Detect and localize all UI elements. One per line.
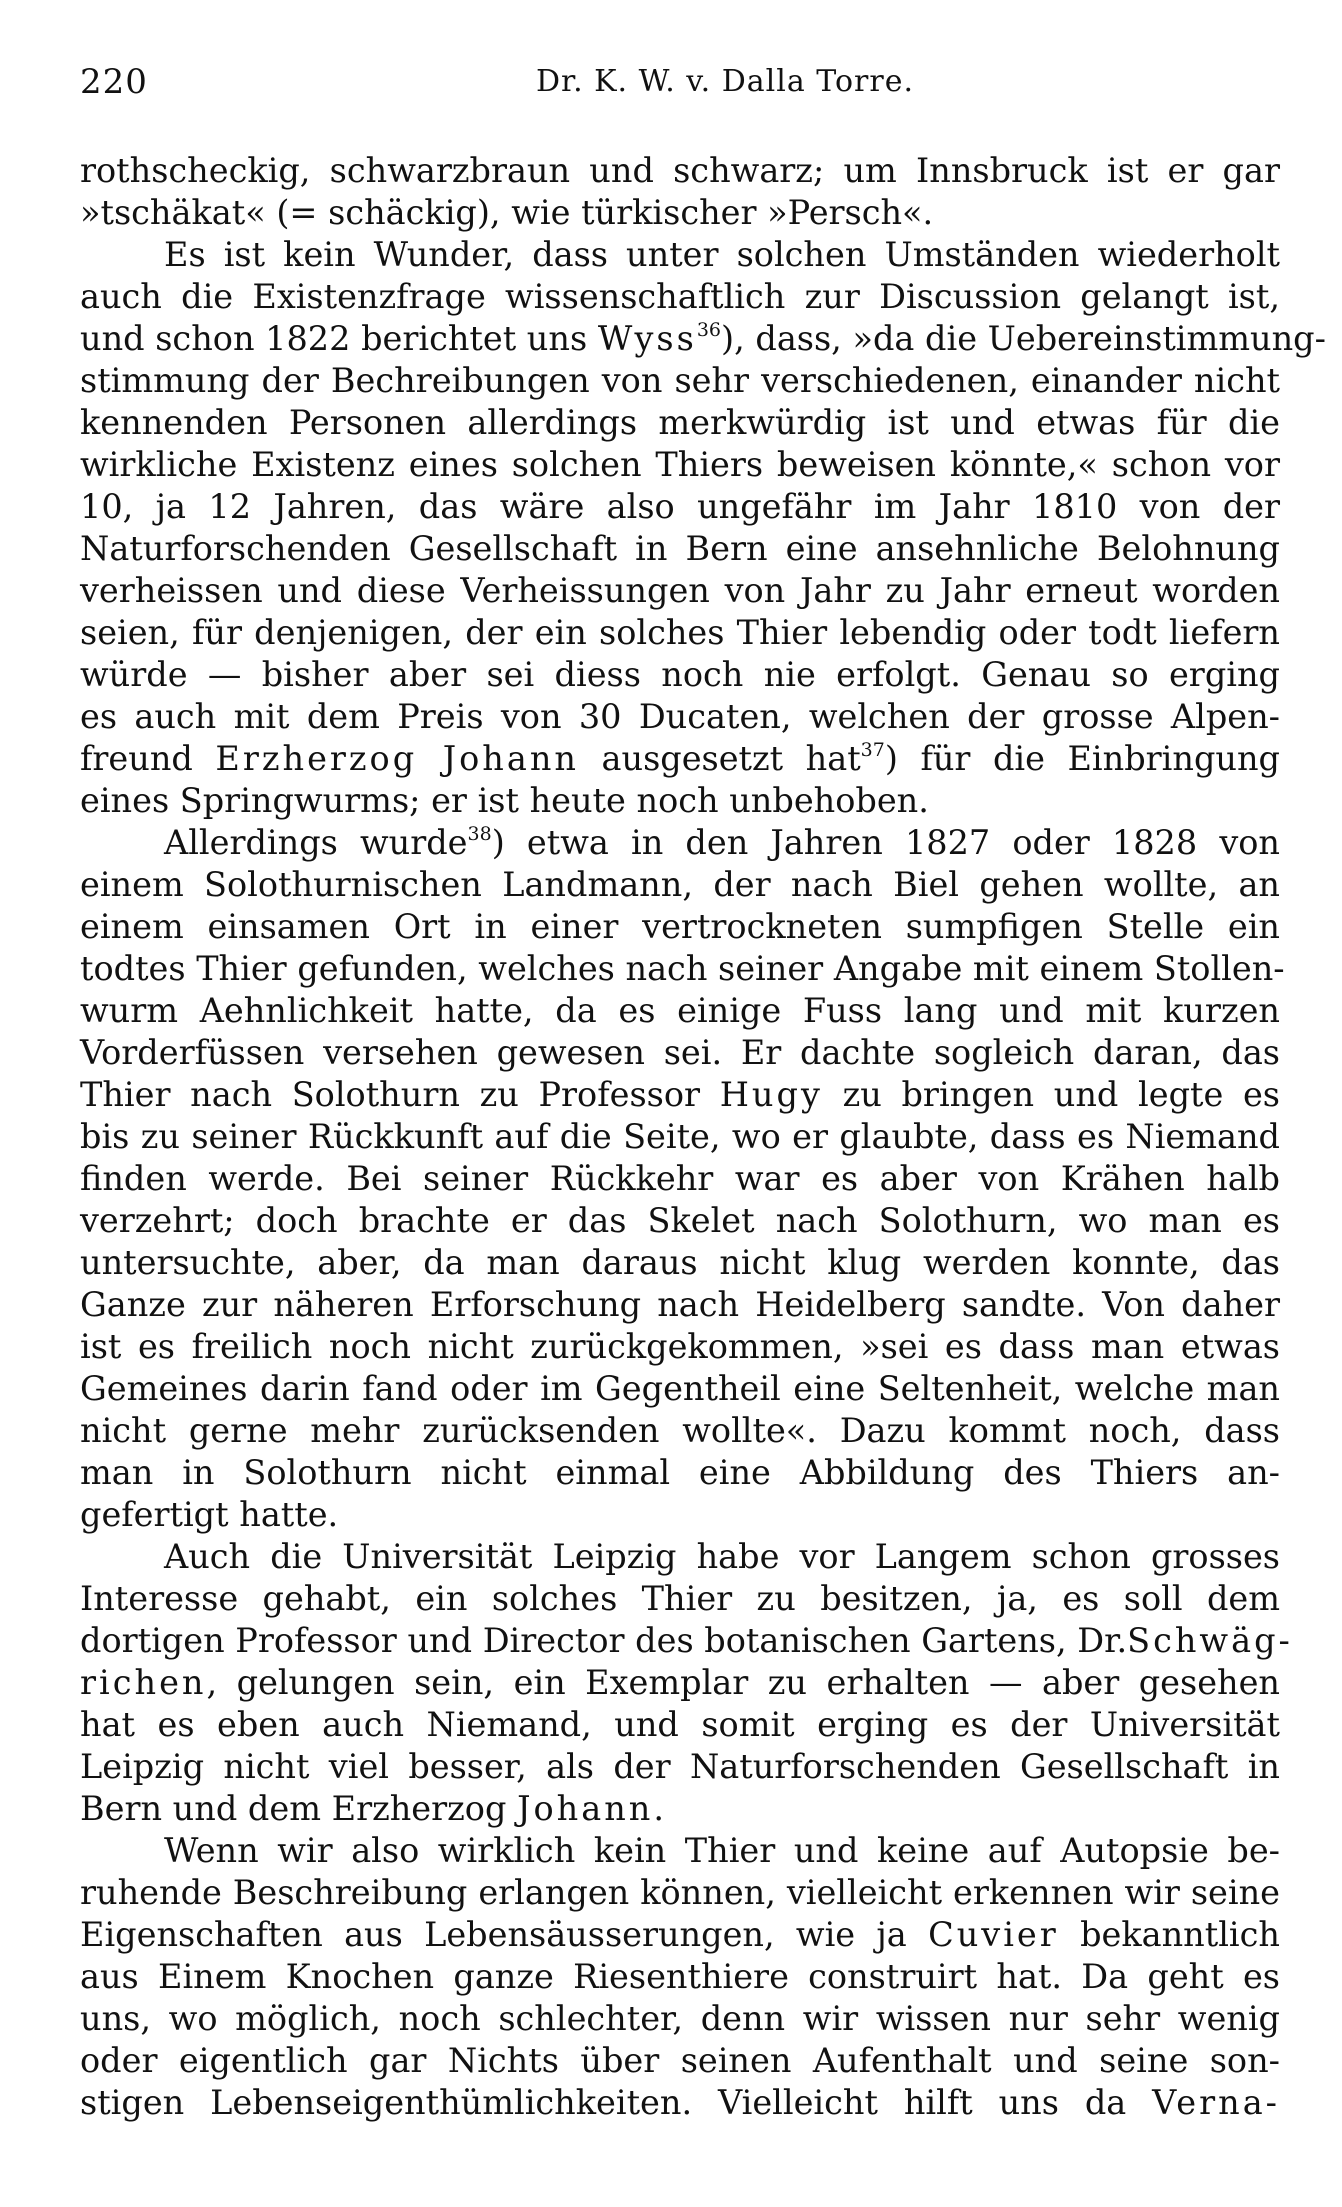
- text-line: ist es freilich noch nicht zurückgekommen, »sei es dass man etwas: [80, 1327, 1280, 1366]
- paragraph: [80, 822, 1285, 1536]
- text-line: aus Einem Knochen ganze Riesenthiere construirt hat. Da geht es: [80, 1957, 1280, 1996]
- paragraph: [80, 234, 1326, 822]
- text-line: Es ist kein Wunder, dass unter solchen Umständen wiederholt: [164, 235, 1280, 274]
- text-line: verzehrt; doch brachte er das Skelet nach Solothurn, wo man es: [80, 1201, 1280, 1240]
- text-line: untersuchte, aber, da man daraus nicht klug werden konnte, das: [80, 1243, 1280, 1282]
- text-line: rothscheckig, schwarzbraun und schwarz; um Innsbruck ist er gar: [80, 151, 1280, 190]
- text-line: stigen Lebenseigenthümlichkeiten. Vielleicht hilft uns da Verna-: [80, 2083, 1280, 2122]
- text-line: hat es eben auch Niemand, und somit erging es der Universität: [80, 1705, 1280, 1744]
- text-line: Eigenschaften aus Lebensäusserungen, wie ja Cuvier bekanntlich: [80, 1915, 1280, 1954]
- text-line: auch die Existenzfrage wissenschaftlich zur Discussion gelangt ist,: [80, 277, 1280, 316]
- text-line: finden werde. Bei seiner Rückkehr war es aber von Krähen halb: [80, 1159, 1280, 1198]
- body-text: [80, 150, 1326, 2124]
- text-line: einem Solothurnischen Landmann, der nach Biel gehen wollte, an: [80, 865, 1280, 904]
- text-line: würde — bisher aber sei diess noch nie erfolgt. Genau so erging: [80, 655, 1280, 694]
- text-line: Allerdings wurde$^{38}$) etwa in den Jahren 1827 oder 1828 von: [164, 823, 1280, 862]
- text-line: dortigen Professor und Director des botanischen Gartens, Dr.Schwäg-: [80, 1621, 1293, 1660]
- text-line: Naturforschenden Gesellschaft in Bern eine ansehnliche Belohnung: [80, 529, 1280, 568]
- page-header: [80, 62, 1280, 112]
- text-line: oder eigentlich gar Nichts über seinen Aufenthalt und seine son-: [80, 2041, 1280, 2080]
- running-head: Dr. K. W. v. Dalla Torre.: [535, 64, 915, 99]
- paragraph: [80, 1830, 1280, 2124]
- text-line: und schon 1822 berichtet uns Wyss$^{36}$), dass, »da die Uebereinstimmung-: [80, 319, 1326, 358]
- text-line: einem einsamen Ort in einer vertrockneten sumpfigen Stelle ein: [80, 907, 1280, 946]
- text-line: seien, für denjenigen, der ein solches Thier lebendig oder todt liefern: [80, 613, 1280, 652]
- text-line: 10, ja 12 Jahren, das wäre also ungefähr im Jahr 1810 von der: [80, 487, 1280, 526]
- text-line: Ganze zur näheren Erforschung nach Heidelberg sandte. Von daher: [80, 1285, 1280, 1324]
- text-line: Interesse gehabt, ein solches Thier zu besitzen, ja, es soll dem: [80, 1579, 1280, 1618]
- text-line: »tschäkat« (= schäckig), wie türkischer »Persch«.: [80, 193, 934, 232]
- text-line: Bern und dem Erzherzog Johann.: [80, 1789, 665, 1828]
- text-line: man in Solothurn nicht einmal eine Abbildung des Thiers an-: [80, 1453, 1280, 1492]
- text-line: es auch mit dem Preis von 30 Ducaten, welchen der grosse Alpen-: [80, 697, 1280, 736]
- text-line: stimmung der Bechreibungen von sehr verschiedenen, einander nicht: [80, 361, 1280, 400]
- text-line: gefertigt hatte.: [80, 1495, 339, 1534]
- text-line: wirkliche Existenz eines solchen Thiers beweisen könnte,« schon vor: [80, 445, 1280, 484]
- text-line: bis zu seiner Rückkunft auf die Seite, wo er glaubte, dass es Niemand: [80, 1117, 1280, 1156]
- text-line: Gemeines darin fand oder im Gegentheil eine Seltenheit, welche man: [80, 1369, 1280, 1408]
- text-line: richen, gelungen sein, ein Exemplar zu erhalten — aber gesehen: [80, 1663, 1280, 1702]
- paragraph: [80, 150, 1280, 234]
- text-line: Vorderfüssen versehen gewesen sei. Er dachte sogleich daran, das: [80, 1033, 1280, 1072]
- text-line: nicht gerne mehr zurücksenden wollte«. Dazu kommt noch, dass: [80, 1411, 1280, 1450]
- text-line: freund Erzherzog Johann ausgesetzt hat$^{37}$) für die Einbringung: [80, 739, 1280, 778]
- text-line: ruhende Beschreibung erlangen können, vielleicht erkennen wir seine: [80, 1873, 1280, 1912]
- page-number: 220: [80, 62, 148, 102]
- text-line: Thier nach Solothurn zu Professor Hugy zu bringen und legte es: [80, 1075, 1280, 1114]
- text-line: wurm Aehnlichkeit hatte, da es einige Fuss lang und mit kurzen: [80, 991, 1280, 1030]
- text-line: Leipzig nicht viel besser, als der Naturforschenden Gesellschaft in: [80, 1747, 1280, 1786]
- text-line: uns, wo möglich, noch schlechter, denn wir wissen nur sehr wenig: [80, 1999, 1280, 2038]
- text-line: Wenn wir also wirklich kein Thier und keine auf Autopsie be-: [164, 1831, 1280, 1870]
- text-line: Auch die Universität Leipzig habe vor Langem schon grosses: [164, 1537, 1280, 1576]
- text-line: kennenden Personen allerdings merkwürdig ist und etwas für die: [80, 403, 1280, 442]
- text-line: verheissen und diese Verheissungen von Jahr zu Jahr erneut worden: [80, 571, 1280, 610]
- text-line: todtes Thier gefunden, welches nach seiner Angabe mit einem Stollen-: [80, 949, 1285, 988]
- text-line: eines Springwurms; er ist heute noch unbehoben.: [80, 781, 929, 820]
- paragraph: [80, 1536, 1293, 1830]
